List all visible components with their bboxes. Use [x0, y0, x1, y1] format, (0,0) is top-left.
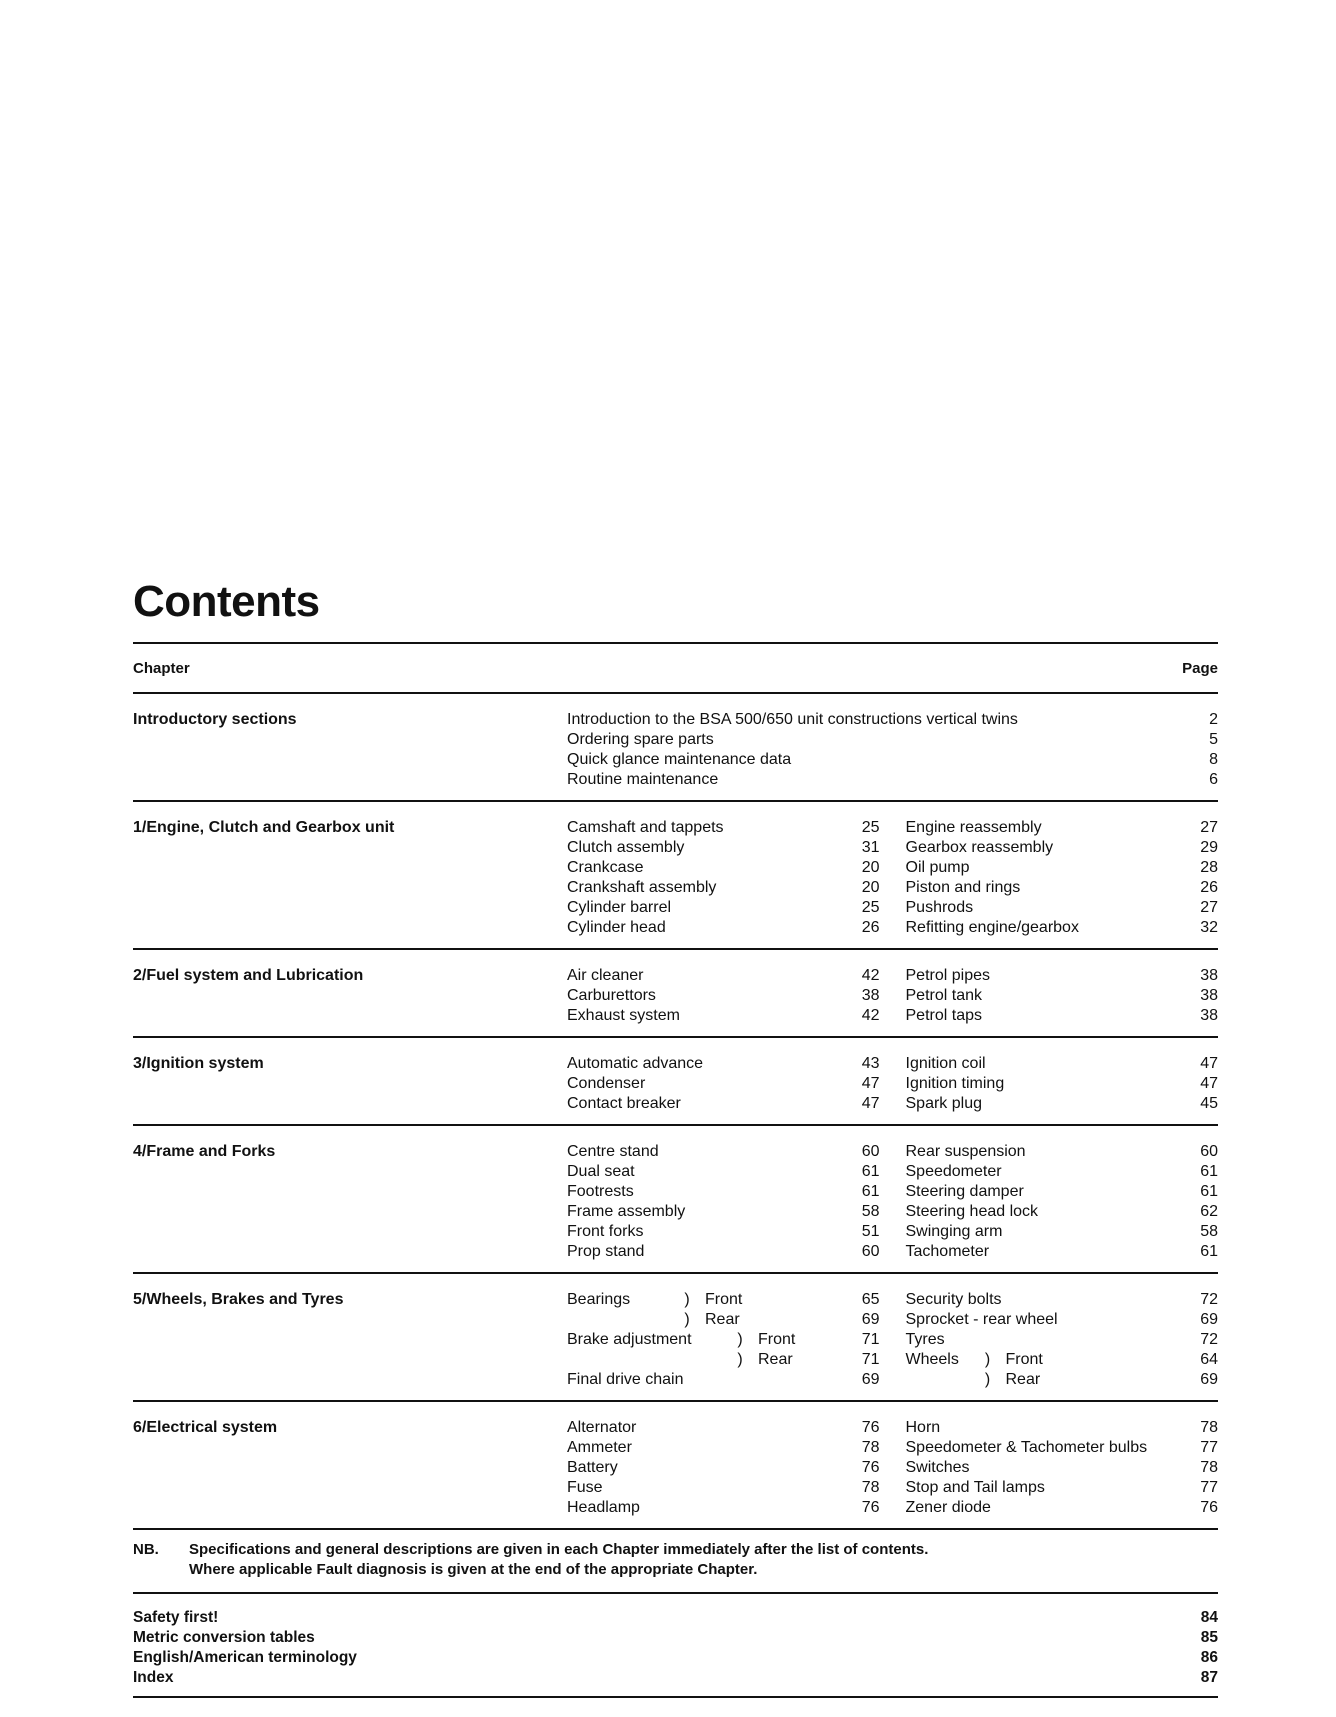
- list-item[interactable]: [567, 898, 880, 918]
- list-item[interactable]: [567, 966, 880, 986]
- item-label: Steering damper: [905, 1183, 1024, 1200]
- item-page: 64: [1200, 1351, 1218, 1368]
- section-title: 2/Fuel system and Lubrication: [133, 967, 364, 984]
- list-item[interactable]: [906, 918, 1219, 938]
- section-title: 1/Engine, Clutch and Gearbox unit: [133, 819, 395, 836]
- item-label: Security bolts: [905, 1291, 1002, 1308]
- list-item[interactable]: [567, 986, 880, 1006]
- item-sublabel: Front: [758, 1331, 796, 1348]
- list-item[interactable]: [567, 1458, 880, 1478]
- item-page: 76: [861, 1459, 880, 1476]
- item-page: 47: [861, 1095, 880, 1112]
- list-item[interactable]: [567, 878, 880, 898]
- left-column: [567, 1290, 906, 1390]
- item-label: Crankshaft assembly: [567, 879, 717, 896]
- item-label: Front forks: [567, 1223, 644, 1240]
- item-label: Centre stand: [567, 1143, 659, 1160]
- section-title: 4/Frame and Forks: [133, 1143, 276, 1160]
- item-page: 72: [1200, 1331, 1218, 1348]
- item-label: Tyres: [905, 1331, 945, 1348]
- list-item[interactable]: [567, 1242, 880, 1262]
- item-label: Metric conversion tables: [133, 1629, 315, 1646]
- section-title: Introductory sections: [133, 711, 297, 728]
- item-page: 5: [1209, 731, 1218, 748]
- item-label: Swinging arm: [905, 1223, 1003, 1240]
- item-page: 42: [861, 967, 880, 984]
- item-page: 43: [861, 1055, 880, 1072]
- list-item[interactable]: [567, 1162, 880, 1182]
- list-item[interactable]: [906, 818, 1219, 838]
- list-item[interactable]: [906, 1310, 1219, 1330]
- right-column: [906, 966, 1219, 1026]
- item-page: 6: [1209, 771, 1218, 788]
- item-label: Zener diode: [905, 1499, 991, 1516]
- item-page: 69: [861, 1371, 880, 1388]
- extras-list: [133, 1594, 1218, 1698]
- right-column: [906, 1142, 1219, 1262]
- item-label: Exhaust system: [567, 1007, 680, 1024]
- list-item[interactable]: [906, 1202, 1219, 1222]
- list-item[interactable]: [567, 1142, 880, 1162]
- item-page: 29: [1200, 839, 1218, 856]
- bracket: ): [984, 1371, 991, 1388]
- item-page: 65: [861, 1291, 880, 1308]
- item-label: Fuse: [567, 1479, 603, 1496]
- intro-list: [567, 710, 1218, 790]
- note-line: Where applicable Fault diagnosis is given at the end of the appropriate Chapter.: [189, 1561, 758, 1578]
- item-page: 20: [861, 879, 880, 896]
- item-page: 25: [861, 819, 880, 836]
- list-item[interactable]: [567, 1478, 880, 1498]
- item-label: Index: [133, 1669, 174, 1686]
- item-label: Pushrods: [905, 899, 974, 916]
- item-page: 42: [861, 1007, 880, 1024]
- list-item[interactable]: [906, 1438, 1219, 1458]
- section-title: 5/Wheels, Brakes and Tyres: [133, 1291, 344, 1308]
- list-item[interactable]: [906, 1222, 1219, 1242]
- list-item[interactable]: [906, 1242, 1219, 1262]
- list-item[interactable]: [567, 858, 880, 878]
- list-item[interactable]: [567, 1290, 880, 1310]
- list-item[interactable]: [906, 986, 1219, 1006]
- left-column: [567, 1418, 906, 1518]
- item-page: 26: [861, 919, 880, 936]
- item-label: Tachometer: [905, 1243, 990, 1260]
- item-label: Switches: [905, 1459, 970, 1476]
- section-chapter-3: [133, 1038, 1218, 1126]
- item-label: Ignition timing: [905, 1075, 1005, 1092]
- section-chapter-6: [133, 1402, 1218, 1530]
- item-page: 61: [1200, 1243, 1218, 1260]
- item-page: 45: [1200, 1095, 1218, 1112]
- item-sublabel: Rear: [1005, 1371, 1041, 1388]
- page-header: Page: [1182, 659, 1218, 677]
- item-page: 38: [1200, 987, 1218, 1004]
- item-label: Brake adjustment: [567, 1331, 692, 1348]
- section-title: 6/Electrical system: [133, 1419, 278, 1436]
- item-label: English/American terminology: [133, 1649, 357, 1666]
- item-page: 76: [1200, 1499, 1218, 1516]
- item-page: 58: [1200, 1223, 1218, 1240]
- list-item[interactable]: [567, 710, 1218, 730]
- item-label: Ammeter: [567, 1439, 632, 1456]
- item-page: 60: [861, 1143, 880, 1160]
- bracket: ): [737, 1331, 743, 1348]
- section-title: 3/Ignition system: [133, 1055, 264, 1072]
- item-page: 38: [861, 987, 880, 1004]
- list-item[interactable]: [567, 818, 880, 838]
- item-page: 2: [1209, 711, 1218, 728]
- list-item[interactable]: [906, 1418, 1219, 1438]
- section-chapter-1: [133, 802, 1218, 950]
- item-page: 78: [1200, 1419, 1218, 1436]
- list-item[interactable]: [906, 1478, 1219, 1498]
- list-item[interactable]: [906, 1162, 1219, 1182]
- bracket: ): [684, 1311, 690, 1328]
- item-page: 76: [861, 1499, 880, 1516]
- item-label: Condenser: [567, 1075, 646, 1092]
- item-label: Clutch assembly: [567, 839, 685, 856]
- list-item[interactable]: [567, 838, 880, 858]
- item-label: Steering head lock: [905, 1203, 1039, 1220]
- list-item[interactable]: [567, 1498, 880, 1518]
- item-label: Ordering spare parts: [567, 731, 714, 748]
- right-column: [906, 1418, 1219, 1518]
- list-item[interactable]: [906, 1094, 1219, 1114]
- item-page: 27: [1200, 899, 1218, 916]
- item-label: Automatic advance: [567, 1055, 704, 1072]
- item-label: Contact breaker: [567, 1095, 681, 1112]
- item-label: Air cleaner: [567, 967, 644, 984]
- item-label: Battery: [567, 1459, 618, 1476]
- item-label: Ignition coil: [905, 1055, 986, 1072]
- item-sublabel: Rear: [758, 1351, 793, 1368]
- item-label: Gearbox reassembly: [905, 839, 1054, 856]
- item-page: 60: [1200, 1143, 1218, 1160]
- item-label: Oil pump: [905, 859, 970, 876]
- right-column: [906, 818, 1219, 938]
- item-label: Frame assembly: [567, 1203, 686, 1220]
- item-label: Speedometer & Tachometer bulbs: [905, 1439, 1148, 1456]
- list-item[interactable]: [567, 1418, 880, 1438]
- item-page: 38: [1200, 967, 1218, 984]
- item-page: 87: [1200, 1669, 1218, 1686]
- item-page: 78: [861, 1439, 880, 1456]
- list-item[interactable]: [567, 1438, 880, 1458]
- item-page: 61: [861, 1183, 880, 1200]
- list-item[interactable]: [906, 1142, 1219, 1162]
- contents-page: [133, 578, 1218, 1698]
- section-introductory: [133, 694, 1218, 802]
- list-item[interactable]: [567, 1330, 880, 1350]
- item-page: 32: [1200, 919, 1218, 936]
- list-item[interactable]: [133, 1648, 1218, 1668]
- item-label: Engine reassembly: [905, 819, 1042, 836]
- bracket: ): [984, 1351, 991, 1368]
- section-chapter-4: [133, 1126, 1218, 1274]
- item-page: 72: [1200, 1291, 1218, 1308]
- item-label: Headlamp: [567, 1499, 640, 1516]
- right-column: [906, 1290, 1219, 1390]
- item-label: Carburettors: [567, 987, 656, 1004]
- list-item[interactable]: [906, 898, 1219, 918]
- list-item[interactable]: [567, 1370, 880, 1390]
- item-page: 60: [861, 1243, 880, 1260]
- item-page: 62: [1200, 1203, 1218, 1220]
- item-label: Rear suspension: [905, 1143, 1026, 1160]
- item-page: 78: [861, 1479, 880, 1496]
- note-line: Specifications and general descriptions are given in each Chapter immediately after the list of contents.: [189, 1541, 929, 1558]
- list-item[interactable]: [567, 1054, 880, 1074]
- item-label: Safety first!: [133, 1609, 219, 1626]
- chapters-list: [133, 802, 1218, 1274]
- item-page: 47: [1200, 1075, 1218, 1092]
- item-page: 86: [1200, 1649, 1218, 1666]
- item-label: Introduction to the BSA 500/650 unit constructions vertical twins: [567, 711, 1018, 728]
- list-item[interactable]: [133, 1628, 1218, 1648]
- item-page: 85: [1200, 1629, 1218, 1646]
- item-label: Speedometer: [905, 1163, 1002, 1180]
- item-page: 20: [861, 859, 880, 876]
- item-page: 31: [861, 839, 880, 856]
- item-sublabel: Rear: [705, 1311, 740, 1328]
- list-item[interactable]: [567, 1202, 880, 1222]
- item-label: Dual seat: [567, 1163, 635, 1180]
- item-label: Prop stand: [567, 1243, 645, 1260]
- bracket: ): [737, 1351, 743, 1368]
- item-label: Routine maintenance: [567, 771, 719, 788]
- list-item[interactable]: [567, 750, 1218, 770]
- item-label: Cylinder barrel: [567, 899, 672, 916]
- item-page: 27: [1200, 819, 1218, 836]
- note: [133, 1530, 1218, 1594]
- item-label: Petrol tank: [905, 987, 982, 1004]
- item-label: Quick glance maintenance data: [567, 751, 792, 768]
- list-item[interactable]: [567, 1222, 880, 1242]
- item-page: 26: [1200, 879, 1218, 896]
- list-item[interactable]: [906, 858, 1219, 878]
- column-header: [133, 644, 1218, 692]
- list-item[interactable]: [906, 1182, 1219, 1202]
- item-label: Alternator: [567, 1419, 637, 1436]
- note-label: NB.: [133, 1541, 159, 1558]
- item-label: Petrol pipes: [905, 967, 990, 984]
- left-column: [567, 1142, 906, 1262]
- item-page: 28: [1200, 859, 1218, 876]
- item-page: 47: [861, 1075, 880, 1092]
- item-page: 8: [1209, 751, 1218, 768]
- item-page: 71: [861, 1331, 880, 1348]
- list-item[interactable]: [567, 1182, 880, 1202]
- item-label: Wheels: [905, 1351, 959, 1368]
- section-chapter-2: [133, 950, 1218, 1038]
- item-page: 71: [861, 1351, 880, 1368]
- item-page: 78: [1200, 1459, 1218, 1476]
- item-page: 84: [1200, 1609, 1218, 1626]
- page-title: Contents: [133, 577, 320, 626]
- item-page: 58: [861, 1203, 880, 1220]
- item-sublabel: Front: [1005, 1351, 1043, 1368]
- bracket: ): [684, 1291, 690, 1308]
- list-item[interactable]: [567, 1310, 880, 1330]
- list-item[interactable]: [906, 1458, 1219, 1478]
- item-label: Horn: [905, 1419, 941, 1436]
- left-column: [567, 1054, 906, 1114]
- item-sublabel: Front: [705, 1291, 743, 1308]
- list-item[interactable]: [906, 878, 1219, 898]
- list-item[interactable]: [906, 1074, 1219, 1094]
- item-page: 69: [1200, 1371, 1218, 1388]
- list-item[interactable]: [567, 770, 1218, 790]
- item-label: Piston and rings: [905, 879, 1021, 896]
- left-column: [567, 966, 906, 1026]
- list-item[interactable]: [906, 1054, 1219, 1074]
- list-item[interactable]: [906, 838, 1219, 858]
- item-page: 76: [861, 1419, 880, 1436]
- item-label: Refitting engine/gearbox: [905, 919, 1079, 936]
- list-item[interactable]: [906, 1330, 1219, 1350]
- item-label: Cylinder head: [567, 919, 666, 936]
- item-page: 77: [1200, 1479, 1218, 1496]
- item-label: Crankcase: [567, 859, 644, 876]
- item-label: Footrests: [567, 1183, 634, 1200]
- item-page: 61: [1200, 1163, 1218, 1180]
- item-page: 69: [861, 1311, 880, 1328]
- list-item[interactable]: [567, 1350, 880, 1370]
- left-column: [567, 818, 906, 938]
- item-page: 25: [861, 899, 880, 916]
- item-page: 47: [1200, 1055, 1218, 1072]
- item-label: Camshaft and tappets: [567, 819, 724, 836]
- list-item[interactable]: [906, 1370, 1219, 1390]
- right-column: [906, 1054, 1219, 1114]
- list-item[interactable]: [906, 1006, 1219, 1026]
- item-label: Petrol taps: [905, 1007, 982, 1024]
- list-item[interactable]: [567, 1006, 880, 1026]
- item-page: 77: [1200, 1439, 1218, 1456]
- item-label: Spark plug: [905, 1095, 982, 1112]
- item-label: Sprocket - rear wheel: [905, 1311, 1058, 1328]
- list-item[interactable]: [567, 1074, 880, 1094]
- item-page: 61: [1200, 1183, 1218, 1200]
- list-item[interactable]: [133, 1668, 1218, 1688]
- item-label: Stop and Tail lamps: [905, 1479, 1045, 1496]
- list-item[interactable]: [567, 730, 1218, 750]
- list-item[interactable]: [906, 1350, 1219, 1370]
- list-item[interactable]: [906, 966, 1219, 986]
- item-page: 69: [1200, 1311, 1218, 1328]
- list-item[interactable]: [567, 918, 880, 938]
- list-item[interactable]: [567, 1094, 880, 1114]
- item-label: Final drive chain: [567, 1371, 684, 1388]
- item-label: Bearings: [567, 1291, 631, 1308]
- item-page: 61: [861, 1163, 880, 1180]
- list-item[interactable]: [133, 1608, 1218, 1628]
- chapter-header: Chapter: [133, 659, 190, 677]
- list-item[interactable]: [906, 1290, 1219, 1310]
- section-chapter-5: [133, 1274, 1218, 1402]
- item-page: 51: [861, 1223, 880, 1240]
- item-page: 38: [1200, 1007, 1218, 1024]
- list-item[interactable]: [906, 1498, 1219, 1518]
